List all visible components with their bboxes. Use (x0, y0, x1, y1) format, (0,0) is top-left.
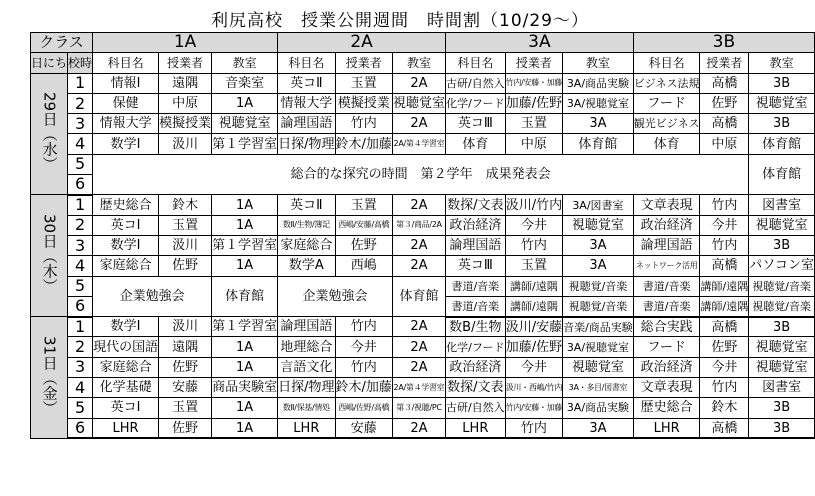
lesson-subject: 数B/生物 (445, 317, 505, 337)
lesson-teacher: 西嶋 (335, 256, 392, 276)
lesson-room: 1A (212, 215, 278, 235)
teacher-column-header: 授業者 (700, 53, 749, 73)
lesson-teacher: 模擬授業 (335, 93, 392, 113)
lesson-teacher: 安藤 (159, 378, 212, 398)
timetable-row (31, 398, 815, 418)
lesson-subject: 政治経済 (445, 215, 505, 235)
lesson-subject: 数Ⅱ/保基/情処 (278, 398, 335, 418)
lesson-room: 視聴覚室 (749, 93, 815, 113)
lesson-teacher: 西嶋/安藤/高橋 (335, 215, 392, 235)
lesson-room: 1A (212, 418, 278, 438)
subject-column-header: 科目名 (93, 53, 159, 73)
lesson-teacher: 佐野 (159, 357, 212, 377)
class-header-2a: 2A (278, 33, 446, 53)
seminar-room: 体育館 (392, 276, 445, 317)
lesson-subject: 英コⅠ (93, 215, 159, 235)
lesson-room: 1A (212, 398, 278, 418)
lesson-subject: 歴史総合 (633, 398, 700, 418)
lesson-teacher: 汲川/安藤 (505, 317, 562, 337)
lesson-teacher: 竹内 (700, 195, 749, 215)
lesson-teacher: 佐野 (335, 235, 392, 255)
lesson-subject: 歴史総合 (93, 195, 159, 215)
lesson-room: 3A/視聴覚室 (563, 93, 634, 113)
lesson-teacher: 鈴木/加藤 (335, 378, 392, 398)
period-number: 4 (68, 378, 93, 398)
teacher-column-header: 授業者 (159, 53, 212, 73)
lesson-teacher: 講師/遠隅 (700, 296, 749, 316)
lesson-room: 視聴覚/音楽 (749, 296, 815, 316)
lesson-subject: 英コⅢ (445, 256, 505, 276)
day-label-cell (31, 195, 68, 317)
lesson-subject: 書道/音楽 (445, 276, 505, 296)
lesson-subject: 論理国語 (278, 114, 335, 134)
timetable-row (31, 378, 815, 398)
lesson-subject: 論理国語 (278, 317, 335, 337)
lesson-teacher: 玉置 (335, 195, 392, 215)
lesson-room: 2A (392, 357, 445, 377)
lesson-teacher: 汲川 (159, 134, 212, 154)
lesson-subject: 数学Ⅰ (93, 235, 159, 255)
lesson-teacher: 高橋 (700, 418, 749, 438)
lesson-subject: 日探/物理 (278, 378, 335, 398)
lesson-teacher: 竹内 (700, 378, 749, 398)
lesson-teacher: 今井 (505, 357, 562, 377)
lesson-teacher: 高橋 (700, 73, 749, 93)
lesson-subject: 言語文化 (278, 357, 335, 377)
lesson-teacher: 今井 (335, 337, 392, 357)
period-number: 2 (68, 337, 93, 357)
lesson-subject: 古研/自然入 (445, 73, 505, 93)
lesson-room: 商品実験室 (212, 378, 278, 398)
lesson-subject: 総合実践 (633, 317, 700, 337)
lesson-teacher: 高橋 (700, 114, 749, 134)
lesson-room: 3B (749, 418, 815, 438)
lesson-teacher: 今井 (700, 357, 749, 377)
lesson-subject: フード (633, 93, 700, 113)
lesson-teacher: 汲川 (159, 235, 212, 255)
period-number: 5 (68, 154, 93, 174)
lesson-room: 1A (212, 256, 278, 276)
lesson-room: 2A/第４学習室 (392, 134, 445, 154)
timetable-row (31, 195, 815, 215)
lesson-room: 体育館 (749, 134, 815, 154)
lesson-room: 図書室 (749, 195, 815, 215)
lesson-teacher: 高橋 (700, 256, 749, 276)
lesson-subject: 情報大学 (278, 93, 335, 113)
timetable-row (31, 357, 815, 377)
room-column-header: 教室 (563, 53, 634, 73)
lesson-subject: 観光ビジネス (633, 114, 700, 134)
lesson-room: 3A (563, 256, 634, 276)
lesson-room: 3A (563, 418, 634, 438)
lesson-teacher: 竹内 (505, 235, 562, 255)
lesson-room: 2A (392, 114, 445, 134)
lesson-teacher: 講師/遠隅 (505, 276, 562, 296)
period-number: 2 (68, 93, 93, 113)
lesson-teacher: 佐野 (159, 418, 212, 438)
lesson-room: 3A・多目/図書室 (563, 378, 634, 398)
class-header-3b: 3B (633, 33, 814, 53)
teacher-column-header: 授業者 (505, 53, 562, 73)
period-number: 1 (68, 73, 93, 93)
lesson-teacher: 佐野 (700, 93, 749, 113)
lesson-subject: 化学/フード (445, 93, 505, 113)
subject-column-header: 科目名 (445, 53, 505, 73)
lesson-subject: 地理総合 (278, 337, 335, 357)
lesson-subject: LHR (278, 418, 335, 438)
lesson-room: 3B (749, 398, 815, 418)
timetable-row (31, 114, 815, 134)
lesson-room: 視聴覚室 (212, 114, 278, 134)
lesson-subject: フード (633, 337, 700, 357)
timetable-row (31, 317, 815, 337)
day-label: 31日（金） (40, 335, 59, 415)
timetable-row (31, 154, 815, 174)
period-number: 4 (68, 256, 93, 276)
lesson-teacher: 鈴木/加藤 (335, 134, 392, 154)
lesson-subject: 体育 (633, 134, 700, 154)
day-label-cell (31, 317, 68, 439)
period-number: 3 (68, 357, 93, 377)
seminar-cell: 企業勉強会 (93, 276, 212, 317)
lesson-teacher: 講師/遠隅 (505, 296, 562, 316)
lesson-room: 第３/商品/2A (392, 215, 445, 235)
lesson-room: 2A (392, 195, 445, 215)
lesson-teacher: 鈴木 (700, 398, 749, 418)
lesson-teacher: 汲川・西嶋/竹内 (505, 378, 562, 398)
seminar-room: 体育館 (212, 276, 278, 317)
page-title: 利尻高校 授業公開週間 時間割（10/29～） (211, 11, 589, 31)
lesson-room: 3B (749, 317, 815, 337)
lesson-room: 3B (749, 235, 815, 255)
lesson-teacher: 竹内/安藤・加藤 (505, 398, 562, 418)
event-cell: 総合的な探究の時間 第２学年 成果発表会 (93, 154, 749, 195)
timetable-row (31, 93, 815, 113)
lesson-subject: 化学基礎 (93, 378, 159, 398)
lesson-room: 2A (392, 235, 445, 255)
lesson-subject: LHR (445, 418, 505, 438)
room-column-header: 教室 (749, 53, 815, 73)
lesson-room: 2A (392, 418, 445, 438)
lesson-subject: 現代の国語 (93, 337, 159, 357)
lesson-teacher: 遠隅 (159, 73, 212, 93)
lesson-teacher: 竹内 (335, 357, 392, 377)
lesson-subject: 論理国語 (445, 235, 505, 255)
lesson-room: 視聴覚/音楽 (563, 276, 634, 296)
day-label: 29日（水） (40, 92, 59, 172)
timetable-row (31, 215, 815, 235)
day-label: 30日（木） (40, 214, 59, 294)
lesson-room: 第１学習室 (212, 317, 278, 337)
lesson-subject: 家庭総合 (278, 235, 335, 255)
lesson-room: 1A (212, 337, 278, 357)
timetable-row (31, 337, 815, 357)
lesson-room: 3A (563, 114, 634, 134)
lesson-subject: 日探/物理 (278, 134, 335, 154)
lesson-subject: 文章表現 (633, 378, 700, 398)
lesson-teacher: 玉置 (505, 256, 562, 276)
lesson-subject: 論理国語 (633, 235, 700, 255)
lesson-subject: 政治経済 (633, 215, 700, 235)
lesson-room: 第１学習室 (212, 235, 278, 255)
lesson-subject: 家庭総合 (93, 357, 159, 377)
lesson-teacher: 中原 (159, 93, 212, 113)
lesson-teacher: 玉置 (159, 215, 212, 235)
lesson-room: 視聴覚室 (392, 93, 445, 113)
lesson-teacher: 加藤/佐野 (505, 93, 562, 113)
lesson-room: 3A/商品実験 (563, 73, 634, 93)
lesson-teacher: 汲川 (159, 317, 212, 337)
period-number: 2 (68, 215, 93, 235)
timetable-row (31, 134, 815, 154)
lesson-room: 視聴覚室 (563, 357, 634, 377)
lesson-teacher: 模擬授業 (159, 114, 212, 134)
lesson-room: 音楽/商品実験 (563, 317, 634, 337)
lesson-teacher: 高橋 (700, 317, 749, 337)
timetable-row (31, 256, 815, 276)
lesson-room: 視聴覚室 (563, 215, 634, 235)
lesson-room: 3A/図書室 (563, 195, 634, 215)
lesson-subject: 英コⅠ (93, 398, 159, 418)
lesson-room: 図書室 (749, 378, 815, 398)
class-header-1a: 1A (93, 33, 278, 53)
lesson-teacher: 汲川/竹内 (505, 195, 562, 215)
class-header-3a: 3A (445, 33, 633, 53)
lesson-room: 2A (392, 73, 445, 93)
lesson-room: 視聴覚/音楽 (749, 276, 815, 296)
lesson-teacher: 中原 (700, 134, 749, 154)
lesson-teacher: 玉置 (505, 114, 562, 134)
timetable-row (31, 73, 815, 93)
period-number: 6 (68, 296, 93, 316)
lesson-subject: 体育 (445, 134, 505, 154)
lesson-room: 2A (392, 256, 445, 276)
timetable (30, 32, 815, 439)
lesson-room: 第１学習室 (212, 134, 278, 154)
lesson-subject: 情報大学 (93, 114, 159, 134)
lesson-room: 視聴覚室 (749, 357, 815, 377)
timetable-row (31, 276, 815, 296)
lesson-subject: ネットワーク活用 (633, 256, 700, 276)
lesson-subject: 書道/音楽 (445, 296, 505, 316)
subject-column-header: 科目名 (633, 53, 700, 73)
timetable-row (31, 418, 815, 438)
teacher-column-header: 授業者 (335, 53, 392, 73)
date-header-label: 日にち (31, 53, 68, 73)
lesson-room: 視聴覚室 (749, 215, 815, 235)
lesson-teacher: 安藤 (335, 418, 392, 438)
header-row-columns (31, 53, 815, 73)
lesson-subject: ビジネス法規 (633, 73, 700, 93)
lesson-subject: 数学Ⅰ (93, 134, 159, 154)
lesson-room: 2A (392, 337, 445, 357)
lesson-subject: 数学Ⅰ (93, 317, 159, 337)
seminar-cell: 企業勉強会 (278, 276, 393, 317)
lesson-subject: 政治経済 (633, 357, 700, 377)
lesson-room: 3B (749, 114, 815, 134)
period-number: 4 (68, 134, 93, 154)
lesson-subject: 書道/音楽 (633, 276, 700, 296)
lesson-subject: 保健 (93, 93, 159, 113)
lesson-subject: 英コⅡ (278, 195, 335, 215)
lesson-subject: 家庭総合 (93, 256, 159, 276)
lesson-room: 1A (212, 93, 278, 113)
lesson-teacher: 加藤/佐野 (505, 337, 562, 357)
lesson-teacher: 玉置 (335, 73, 392, 93)
room-column-header: 教室 (212, 53, 278, 73)
lesson-room: 2A/第４学習室 (392, 378, 445, 398)
event-room: 体育館 (749, 154, 815, 195)
lesson-subject: 政治経済 (445, 357, 505, 377)
room-column-header: 教室 (392, 53, 445, 73)
lesson-subject: 古研/自然入 (445, 398, 505, 418)
lesson-room: 2A (392, 317, 445, 337)
lesson-room: 1A (212, 357, 278, 377)
lesson-room: 体育館 (563, 134, 634, 154)
lesson-teacher: 竹内 (700, 235, 749, 255)
day-label-cell (31, 73, 68, 195)
lesson-room: 視聴覚室 (749, 337, 815, 357)
lesson-teacher: 竹内 (335, 114, 392, 134)
lesson-room: パソコン室 (749, 256, 815, 276)
lesson-teacher: 中原 (505, 134, 562, 154)
lesson-teacher: 竹内/安藤・加藤 (505, 73, 562, 93)
period-number: 1 (68, 317, 93, 337)
lesson-teacher: 佐野 (700, 337, 749, 357)
lesson-subject: 化学/フード (445, 337, 505, 357)
lesson-teacher: 玉置 (159, 398, 212, 418)
lesson-teacher: 今井 (700, 215, 749, 235)
lesson-teacher: 今井 (505, 215, 562, 235)
period-number: 6 (68, 175, 93, 195)
lesson-teacher: 竹内 (505, 418, 562, 438)
period-number: 3 (68, 114, 93, 134)
period-number: 3 (68, 235, 93, 255)
class-header-label: クラス (31, 33, 93, 53)
lesson-subject: 文章表現 (633, 195, 700, 215)
lesson-room: 第３/視聴/PC (392, 398, 445, 418)
lesson-room: 音楽室 (212, 73, 278, 93)
lesson-teacher: 竹内 (335, 317, 392, 337)
period-number: 5 (68, 398, 93, 418)
lesson-room: 3A/商品実験 (563, 398, 634, 418)
lesson-teacher: 遠隅 (159, 337, 212, 357)
lesson-teacher: 講師/遠隅 (700, 276, 749, 296)
period-number: 1 (68, 195, 93, 215)
period-number: 5 (68, 276, 93, 296)
lesson-teacher: 佐野 (159, 256, 212, 276)
lesson-subject: 書道/音楽 (633, 296, 700, 316)
lesson-subject: 数Ⅱ/生物/簿記 (278, 215, 335, 235)
lesson-subject: 数探/文表 (445, 378, 505, 398)
subject-column-header: 科目名 (278, 53, 335, 73)
lesson-room: 視聴覚/音楽 (563, 296, 634, 316)
period-number: 6 (68, 418, 93, 438)
lesson-teacher: 鈴木 (159, 195, 212, 215)
lesson-subject: 情報Ⅰ (93, 73, 159, 93)
lesson-room: 1A (212, 195, 278, 215)
lesson-room: 3A (563, 235, 634, 255)
lesson-subject: 数学A (278, 256, 335, 276)
lesson-teacher: 西嶋/佐野/高橋 (335, 398, 392, 418)
lesson-subject: 英コⅢ (445, 114, 505, 134)
lesson-subject: 英コⅡ (278, 73, 335, 93)
lesson-room: 3A/視聴覚室 (563, 337, 634, 357)
header-row-classes (31, 33, 815, 53)
timetable-row (31, 235, 815, 255)
lesson-subject: LHR (93, 418, 159, 438)
lesson-subject: LHR (633, 418, 700, 438)
lesson-room: 3B (749, 73, 815, 93)
period-header-label: 校時 (68, 53, 93, 73)
lesson-subject: 数探/文表 (445, 195, 505, 215)
